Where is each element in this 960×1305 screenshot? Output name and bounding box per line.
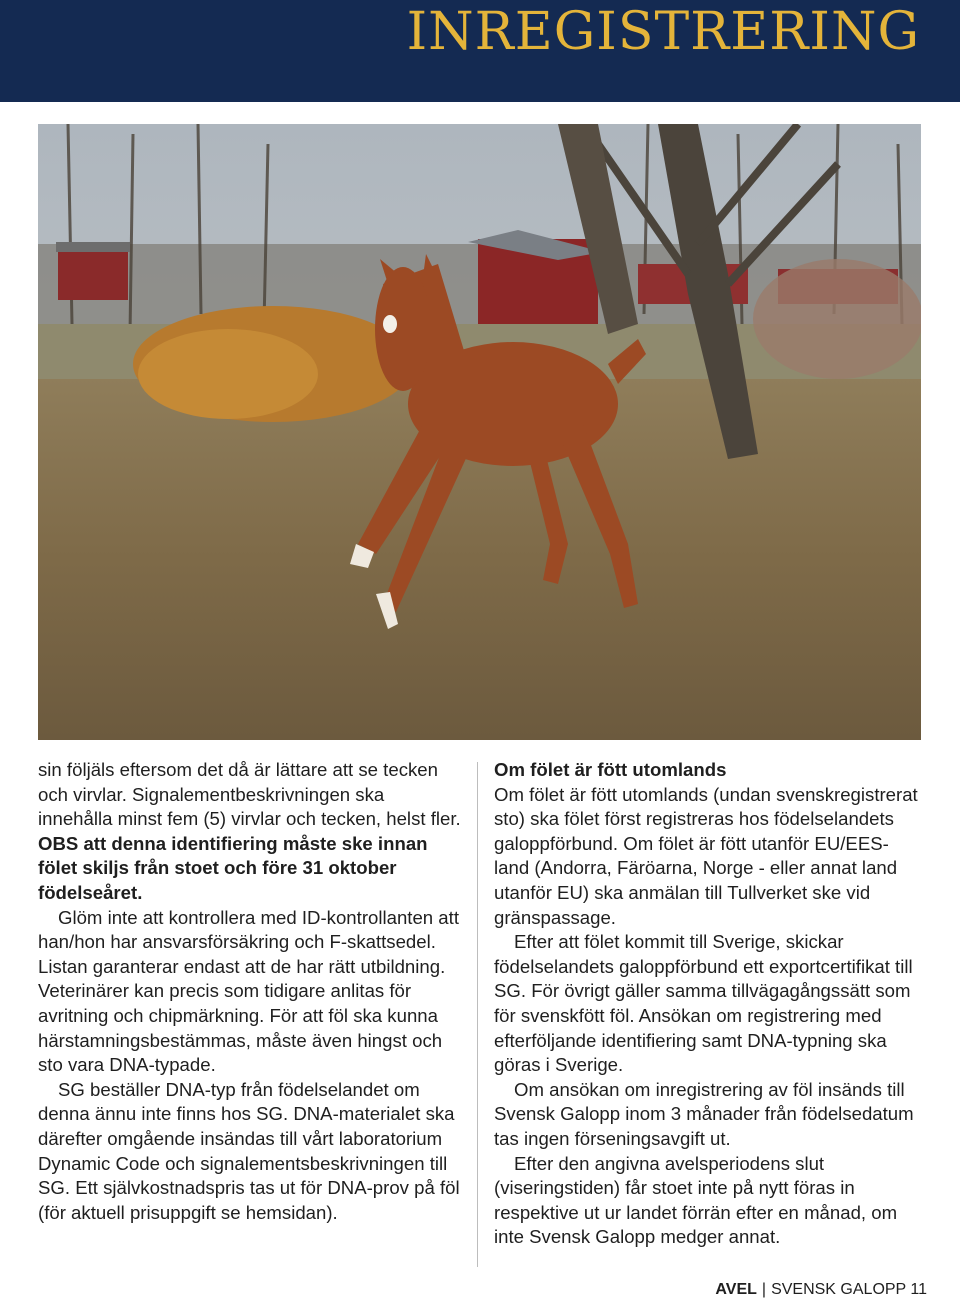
left-paragraph-2: Glöm inte att kontrollera med ID-kontrollanten att han/hon har ansvarsförsäkring och F-skattsedel. Listan garanterar endast att de har rätt utbildning. Veterinärer kan precis som tidigare anlitas för avritning och chipmärkning. För att föl ska kunna härstamningsbestämmas, måste även hingst och sto vara DNA-typade.: [38, 906, 459, 1076]
left-paragraph-3: SG beställer DNA-typ från födelselandet om denna ännu inte finns hos SG. DNA-materialet ska därefter omgående insändas till vårt laboratorium Dynamic Code och signalementsbeskrivningen till SG. Ett självkostnadspris tas ut för DNA-prov på föl (för aktuell prisuppgift se hemsidan).: [38, 1078, 460, 1223]
right-paragraph-1: Om fölet är fött utomlands (undan svenskregistrerat sto) ska fölet först registreras hos födelselandets galoppförbund. Om fölet är fött utanför EU/EES-land (Andorra, Färöarna, Norge - eller annat land utanför EU) ska anmälan till Tullverket ske vid gränspassage.: [494, 783, 918, 928]
left-column: [38, 758, 463, 1225]
obs-notice: OBS att denna identifiering måste ske innan fölet skiljs från stoet och före 31 oktober födelseåret.: [38, 832, 428, 903]
right-paragraph-2: Efter att fölet kommit till Sverige, skickar födelselandets galoppförbund ett exportcertifikat till SG. För övrigt gäller samma tillvägagångssätt som för svenskfött föl. Ansökan om registrering med efterföljande identifiering samt DNA-typning ska göras i Sverige.: [494, 931, 913, 1076]
horse-foal-photo-icon: [38, 124, 921, 740]
section-heading: Om fölet är fött utomlands: [494, 759, 727, 780]
footer-section: AVEL: [715, 1281, 757, 1298]
footer-separator: |: [761, 1281, 767, 1298]
footer-magazine: SVENSK GALOPP: [771, 1281, 906, 1298]
left-paragraph-1: [38, 758, 463, 906]
right-column: [494, 758, 919, 1250]
foal-photo: [38, 124, 921, 740]
right-paragraph-3: Om ansökan om inregistrering av föl insänds till Svensk Galopp inom 3 månader från födelsedatum tas ingen förseningsavgift ut.: [494, 1078, 914, 1149]
page-number: 11: [910, 1281, 927, 1298]
page-header: [0, 0, 960, 102]
right-paragraph-4: Efter den angivna avelsperiodens slut (viseringstiden) får stoet inte på nytt föras in respektive ut ur landet förrän efter en månad, om inte Svensk Galopp medger annat.: [494, 1152, 898, 1248]
page-title: INREGISTRERING: [406, 2, 920, 62]
page-footer: [715, 1281, 927, 1299]
left-paragraph-1-text: sin följäls eftersom det då är lättare att se tecken och virvlar. Signalementbeskrivningen ska innehålla minst fem (5) virvlar och tecken, helst fler.: [38, 759, 461, 830]
